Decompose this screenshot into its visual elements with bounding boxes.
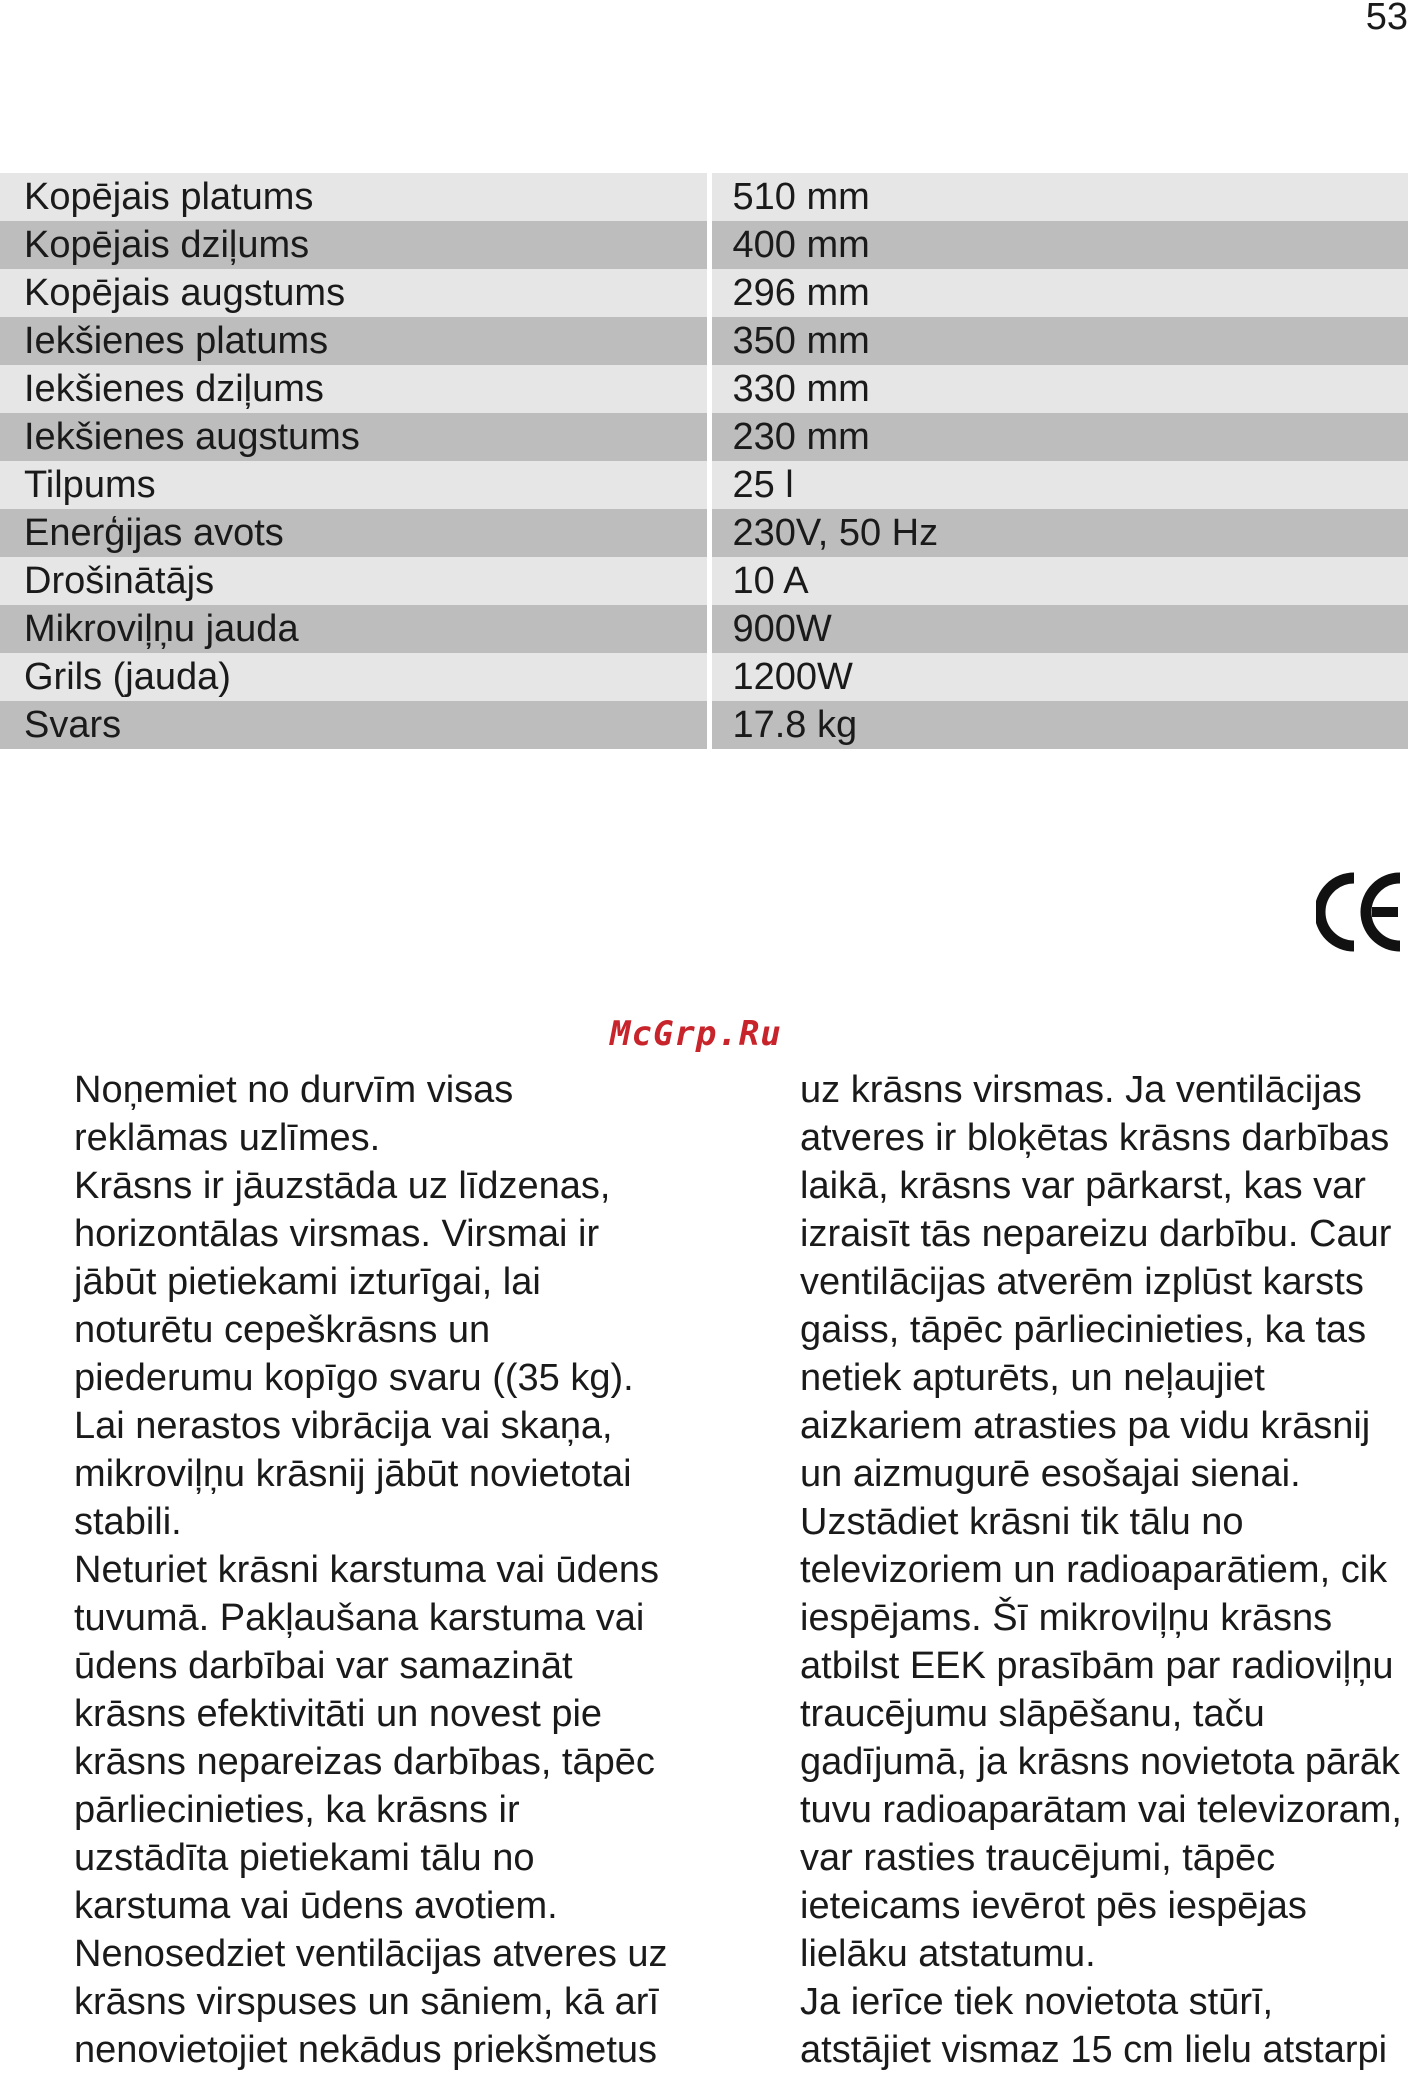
text-line: tuvu radioaparātam vai televizoram,	[800, 1789, 1402, 1831]
text-line: Uzstādiet krāsni tik tālu no	[800, 1501, 1244, 1543]
spec-row	[0, 605, 1408, 653]
text-line: krāsns nepareizas darbības, tāpēc	[74, 1741, 655, 1783]
text-line: Lai nerastos vibrācija vai skaņa,	[74, 1405, 613, 1447]
spec-row	[0, 365, 1408, 413]
spec-row	[0, 701, 1408, 749]
text-line: netiek apturēts, un neļaujiet	[800, 1357, 1265, 1399]
text-line: Noņemiet no durvīm visas	[74, 1069, 514, 1111]
text-line: un aizmugurē esošajai sienai.	[800, 1453, 1301, 1495]
spec-label: Iekšienes dziļums	[0, 365, 707, 413]
spec-value: 510 mm	[712, 173, 1408, 221]
text-line: gadījumā, ja krāsns novietota pārāk	[800, 1741, 1400, 1783]
text-line: pārliecinieties, ka krāsns ir	[74, 1789, 520, 1831]
spec-row	[0, 173, 1408, 221]
text-line: jābūt pietiekami izturīgai, lai	[74, 1261, 541, 1303]
text-line: Nenosedziet ventilācijas atveres uz	[74, 1933, 668, 1975]
spec-row	[0, 509, 1408, 557]
text-line: karstuma vai ūdens avotiem.	[74, 1885, 558, 1927]
text-line: noturētu cepeškrāsns un	[74, 1309, 491, 1351]
spec-label: Iekšienes platums	[0, 317, 707, 365]
spec-row	[0, 413, 1408, 461]
text-line: horizontālas virsmas. Virsmai ir	[74, 1213, 600, 1255]
spec-value: 296 mm	[712, 269, 1408, 317]
text-line: piederumu kopīgo svaru ((35 kg).	[74, 1357, 634, 1399]
spec-label: Enerģijas avots	[0, 509, 707, 557]
body-column-right	[800, 1066, 1408, 2074]
text-line: uz krāsns virsmas. Ja ventilācijas	[800, 1069, 1362, 1111]
spec-label: Iekšienes augstums	[0, 413, 707, 461]
text-line: lielāku atstatumu.	[800, 1933, 1096, 1975]
text-line: nenovietojiet nekādus priekšmetus	[74, 2029, 658, 2071]
spec-value: 10 A	[712, 557, 1408, 605]
body-column-left	[74, 1066, 694, 2074]
spec-value: 230 mm	[712, 413, 1408, 461]
text-line: Ja ierīce tiek novietota stūrī,	[800, 1981, 1274, 2023]
spec-value: 230V, 50 Hz	[712, 509, 1408, 557]
text-line: atstājiet vismaz 15 cm lielu atstarpi	[800, 2029, 1388, 2071]
text-line: televizoriem un radioaparātiem, cik	[800, 1549, 1388, 1591]
text-line: aizkariem atrasties pa vidu krāsnij	[800, 1405, 1371, 1447]
spec-value: 17.8 kg	[712, 701, 1408, 749]
text-line: Neturiet krāsni karstuma vai ūdens	[74, 1549, 660, 1591]
spec-label: Tilpums	[0, 461, 707, 509]
text-line: stabili.	[74, 1501, 182, 1543]
text-line: krāsns virspuses un sāniem, kā arī	[74, 1981, 660, 2023]
spec-label: Grils (jauda)	[0, 653, 707, 701]
text-line: uzstādīta pietiekami tālu no	[74, 1837, 535, 1879]
text-line: var rasties traucējumi, tāpēc	[800, 1837, 1276, 1879]
spec-label: Mikroviļņu jauda	[0, 605, 707, 653]
text-line: iespējams. Šī mikroviļņu krāsns	[800, 1597, 1333, 1639]
spec-value: 350 mm	[712, 317, 1408, 365]
text-line: ūdens darbībai var samazināt	[74, 1645, 573, 1687]
text-line: atveres ir bloķētas krāsns darbības	[800, 1117, 1390, 1159]
spec-label: Svars	[0, 701, 707, 749]
spec-row	[0, 557, 1408, 605]
text-line: tuvumā. Pakļaušana karstuma vai	[74, 1597, 645, 1639]
spec-value: 900W	[712, 605, 1408, 653]
text-line: izraisīt tās nepareizu darbību. Caur	[800, 1213, 1392, 1255]
spec-row	[0, 221, 1408, 269]
watermark: McGrp.Ru	[610, 1014, 782, 1054]
spec-value: 25 l	[712, 461, 1408, 509]
page-number: 53	[1365, 0, 1408, 38]
text-line: reklāmas uzlīmes.	[74, 1117, 381, 1159]
spec-row	[0, 461, 1408, 509]
spec-value: 330 mm	[712, 365, 1408, 413]
text-line: Krāsns ir jāuzstāda uz līdzenas,	[74, 1165, 611, 1207]
text-line: gaiss, tāpēc pārliecinieties, ka tas	[800, 1309, 1367, 1351]
spec-value: 1200W	[712, 653, 1408, 701]
spec-label: Kopējais platums	[0, 173, 707, 221]
spec-row	[0, 269, 1408, 317]
spec-label: Kopējais augstums	[0, 269, 707, 317]
text-line: ventilācijas atverēm izplūst karsts	[800, 1261, 1364, 1303]
text-line: krāsns efektivitāti un novest pie	[74, 1693, 603, 1735]
text-line: traucējumu slāpēšanu, taču	[800, 1693, 1265, 1735]
spec-table	[0, 173, 1408, 749]
spec-label: Kopējais dziļums	[0, 221, 707, 269]
spec-label: Drošinātājs	[0, 557, 707, 605]
ce-mark-icon	[1316, 872, 1404, 952]
spec-row	[0, 653, 1408, 701]
text-line: ieteicams ievērot pēs iespējas	[800, 1885, 1307, 1927]
text-line: atbilst EEK prasībām par radioviļņu	[800, 1645, 1394, 1687]
text-line: laikā, krāsns var pārkarst, kas var	[800, 1165, 1366, 1207]
spec-row	[0, 317, 1408, 365]
spec-value: 400 mm	[712, 221, 1408, 269]
text-line: mikroviļņu krāsnij jābūt novietotai	[74, 1453, 632, 1495]
